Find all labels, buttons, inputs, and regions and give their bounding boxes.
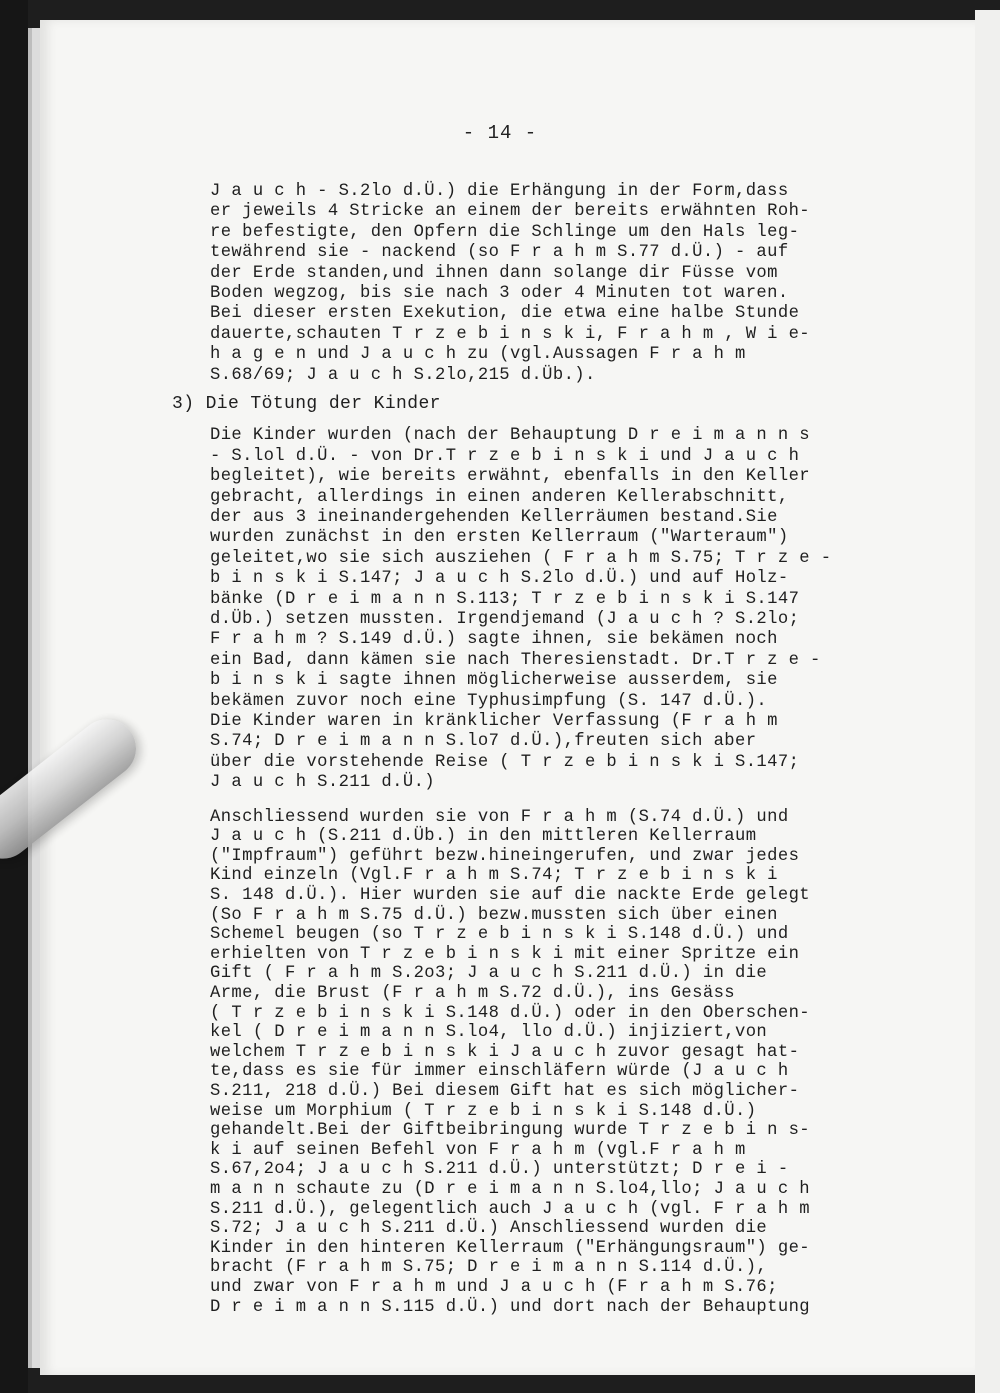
text-line: tewährend sie - nackend (so F r a h m S.77 d.Ü.) - auf bbox=[210, 243, 789, 263]
text-line: S.211, 218 d.Ü.) Bei diesem Gift hat es sich möglicher- bbox=[210, 1082, 800, 1101]
text-line: F r a h m ? S.149 d.Ü.) sagte ihnen, sie bekämen noch bbox=[210, 630, 778, 650]
text-line: gehandelt.Bei der Giftbeibringung wurde T r z e b i n s- bbox=[210, 1121, 810, 1141]
text-line: b i n s k i sagte ihnen möglicherweise ausserdem, sie bbox=[210, 671, 778, 691]
text-line: Kinder in den hinteren Kellerraum ("Erhängungsraum") ge- bbox=[210, 1238, 810, 1258]
text-line: Kind einzeln (Vgl.F r a h m S.74; T r z e b i n s k i bbox=[210, 866, 778, 886]
text-line: ( T r z e b i n s k i S.148 d.Ü.) oder in den Oberschen- bbox=[210, 1003, 810, 1023]
text-line: ein Bad, dann kämen sie nach Theresienstadt. Dr.T r z e - bbox=[210, 650, 821, 670]
text-line: J a u c h (S.211 d.Üb.) in den mittleren Kellerraum bbox=[210, 827, 757, 847]
text-line: Schemel beugen (so T r z e b i n s k i S.148 d.Ü.) und bbox=[210, 925, 789, 945]
section-heading: 3) Die Tötung der Kinder bbox=[172, 394, 441, 414]
text-line: - S.lol d.Ü. - von Dr.T r z e b i n s k i und J a u c h bbox=[210, 446, 800, 466]
text-line: h a g e n und J a u c h zu (vgl.Aussagen F r a h m bbox=[210, 345, 746, 365]
text-line: ("Impfraum") geführt bezw.hineingerufen, und zwar jedes bbox=[210, 846, 800, 866]
text-line: weise um Morphium ( T r z e b i n s k i S.148 d.Ü.) bbox=[210, 1101, 757, 1121]
text-line: S.67,2o4; J a u c h S.211 d.Ü.) unterstützt; D r e i - bbox=[210, 1160, 789, 1180]
text-line: Gift ( F r a h m S.2o3; J a u c h S.211 d.Ü.) in die bbox=[210, 964, 768, 984]
text-line: Anschliessend wurden sie von F r a h m (S.74 d.Ü.) und bbox=[210, 807, 789, 827]
text-line: S.211 d.Ü.), gelegentlich auch J a u c h (vgl. F r a h m bbox=[210, 1199, 810, 1219]
text-line: Boden wegzog, bis sie nach 3 oder 4 Minuten tot waren. bbox=[210, 284, 789, 303]
text-line: über die vorstehende Reise ( T r z e b i n s k i S.147; bbox=[210, 752, 800, 772]
text-line: gebracht, allerdings in einen anderen Kellerabschnitt, bbox=[210, 487, 789, 507]
text-line: er jeweils 4 Stricke an einem der bereits erwähnten Roh- bbox=[210, 202, 810, 222]
text-line: der aus 3 ineinandergehenden Kellerräumen bestand.Sie bbox=[210, 508, 778, 527]
text-line: geleitet,wo sie sich ausziehen ( F r a h m S.75; T r z e - bbox=[210, 548, 832, 568]
text-line: begleitet), wie bereits erwähnt, ebenfalls in den Keller bbox=[210, 467, 810, 487]
text-line: der Erde standen,und ihnen dann solange dir Füsse vom bbox=[210, 263, 778, 283]
text-line: m a n n schaute zu (D r e i m a n n S.lo4,llo; J a u c h bbox=[210, 1180, 810, 1199]
text-line: bekämen zuvor noch eine Typhusimpfung (S. 147 d.Ü.). bbox=[210, 691, 768, 711]
text-line: D r e i m a n n S.115 d.Ü.) und dort nach der Behauptung bbox=[210, 1297, 810, 1317]
text-line: S. 148 d.Ü.). Hier wurden sie auf die nackte Erde gelegt bbox=[210, 886, 810, 905]
text-line: Die Kinder waren in kränklicher Verfassung (F r a h m bbox=[210, 712, 778, 731]
text-line: b i n s k i S.147; J a u c h S.2lo d.Ü.) und auf Holz- bbox=[210, 569, 789, 589]
text-line: bänke (D r e i m a n n S.113; T r z e b i n s k i S.147 bbox=[210, 589, 800, 609]
text-line: J a u c h - S.2lo d.Ü.) die Erhängung in der Form,dass bbox=[210, 182, 789, 201]
text-line: Arme, die Brust (F r a h m S.72 d.Ü.), ins Gesäss bbox=[210, 984, 735, 1003]
text-line: S.72; J a u c h S.211 d.Ü.) Anschliessend wurden die bbox=[210, 1219, 768, 1239]
text-line: d.Üb.) setzen mussten. Irgendjemand (J a u c h ? S.2lo; bbox=[210, 610, 800, 629]
text-line: kel ( D r e i m a n n S.lo4, llo d.Ü.) injiziert,von bbox=[210, 1023, 768, 1043]
text-line: dauerte,schauten T r z e b i n s k i, F r a h m , W i e- bbox=[210, 324, 810, 344]
text-line: und zwar von F r a h m und J a u c h (F r a h m S.76; bbox=[210, 1278, 778, 1297]
text-line: Bei dieser ersten Exekution, die etwa eine halbe Stunde bbox=[210, 304, 800, 324]
text-line: Die Kinder wurden (nach der Behauptung D r e i m a n n s bbox=[210, 426, 810, 446]
page-number: - 14 - bbox=[462, 122, 538, 144]
text-line: (So F r a h m S.75 d.Ü.) bezw.mussten sich über einen bbox=[210, 905, 778, 925]
text-line: bracht (F r a h m S.75; D r e i m a n n S.114 d.Ü.), bbox=[210, 1258, 768, 1278]
text-line: wurden zunächst in den ersten Kellerraum ("Warteraum") bbox=[210, 528, 789, 548]
text-line: S.68/69; J a u c h S.2lo,215 d.Üb.). bbox=[210, 365, 596, 385]
text-line: J a u c h S.211 d.Ü.) bbox=[210, 773, 435, 793]
text-line: welchem T r z e b i n s k i J a u c h zuvor gesagt hat- bbox=[210, 1042, 800, 1062]
text-line: k i auf seinen Befehl von F r a h m (vgl.F r a h m bbox=[210, 1140, 746, 1160]
text-line: te,dass es sie für immer einschläfern würde (J a u c h bbox=[210, 1062, 789, 1082]
text-line: S.74; D r e i m a n n S.lo7 d.Ü.),freuten sich aber bbox=[210, 732, 757, 752]
text-line: erhielten von T r z e b i n s k i mit einer Spritze ein bbox=[210, 944, 800, 964]
text-line: re befestigte, den Opfern die Schlinge um den Hals leg- bbox=[210, 222, 800, 242]
